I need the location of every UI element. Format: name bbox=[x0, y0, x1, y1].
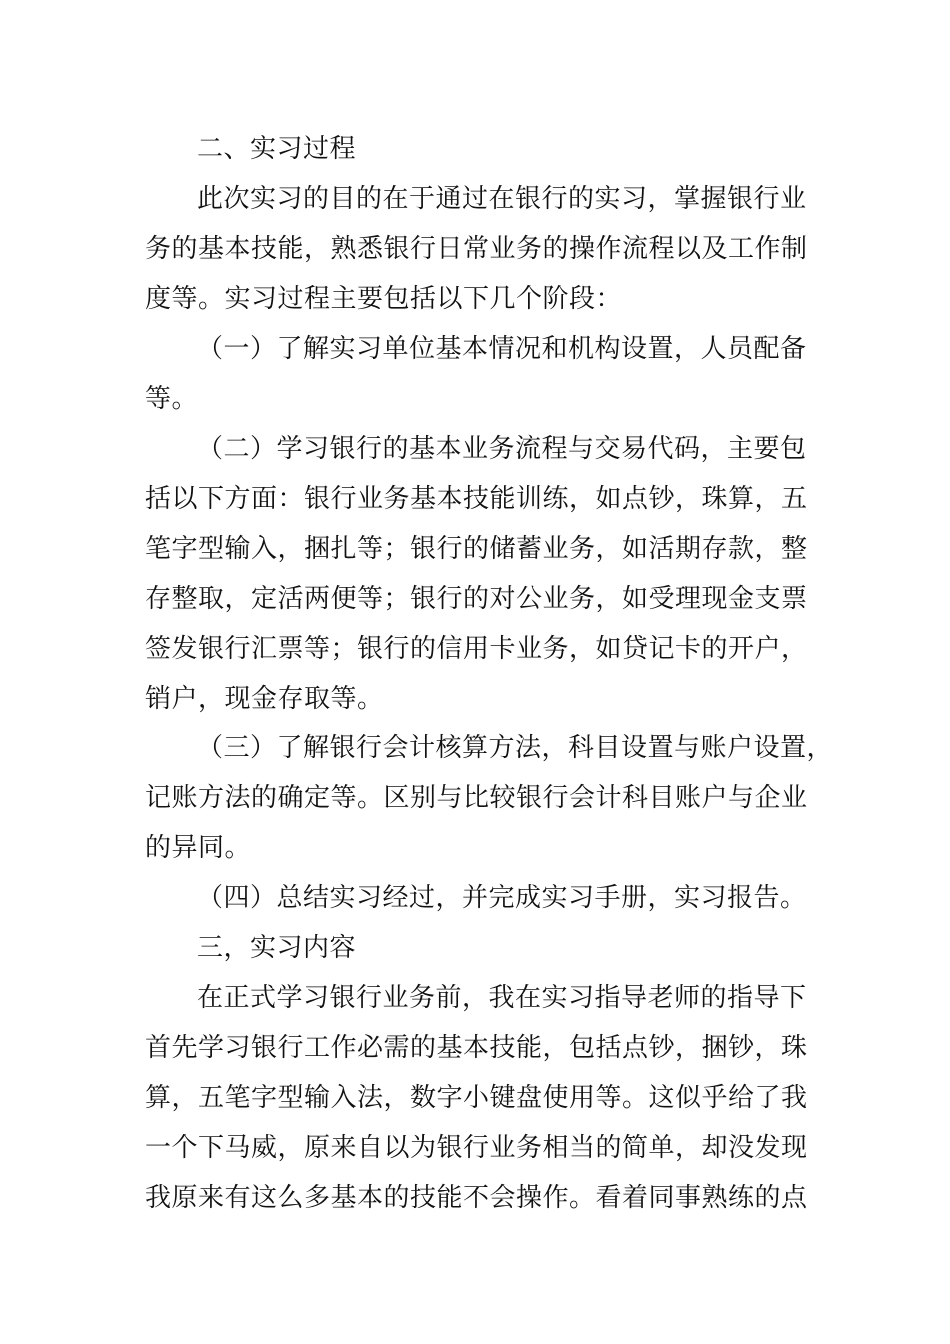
paragraph-line: 一个下马威，原来自以为银行业务相当的简单，却没发现 bbox=[145, 1133, 808, 1163]
list-item-4-line: （四）总结实习经过，并完成实习手册，实习报告。 bbox=[197, 883, 807, 913]
list-item-2-line: 括以下方面：银行业务基本技能训练，如点钞，珠算，五 bbox=[145, 484, 808, 514]
list-item-2-line: 笔字型输入，捆扎等；银行的储蓄业务，如活期存款，整 bbox=[145, 534, 808, 564]
list-item-3-line: 的异同。 bbox=[145, 833, 252, 863]
list-item-2-line: 存整取，定活两便等；银行的对公业务，如受理现金支票 bbox=[145, 584, 808, 614]
paragraph-line: 我原来有这么多基本的技能不会操作。看着同事熟练的点 bbox=[145, 1183, 808, 1213]
paragraph-line: 算，五笔字型输入法，数字小键盘使用等。这似乎给了我 bbox=[145, 1083, 808, 1113]
paragraph-line: 此次实习的目的在于通过在银行的实习，掌握银行业 bbox=[197, 184, 807, 214]
list-item-1-line: （一）了解实习单位基本情况和机构设置，人员配备 bbox=[197, 334, 807, 364]
list-item-2-line: （二）学习银行的基本业务流程与交易代码，主要包 bbox=[197, 434, 807, 464]
list-item-1-line: 等。 bbox=[145, 384, 199, 414]
list-item-3-line: 记账方法的确定等。区别与比较银行会计科目账户与企业 bbox=[145, 783, 808, 813]
list-item-2-line: 销户，现金存取等。 bbox=[145, 684, 384, 714]
list-item-2-line: 签发银行汇票等；银行的信用卡业务，如贷记卡的开户， bbox=[145, 634, 808, 664]
section-heading-internship-content: 三，实习内容 bbox=[197, 933, 357, 963]
section-heading-internship-process: 二、实习过程 bbox=[197, 134, 357, 164]
list-item-3-line: （三）了解银行会计核算方法，科目设置与账户设置， bbox=[197, 733, 834, 763]
paragraph-line: 度等。实习过程主要包括以下几个阶段： bbox=[145, 284, 623, 314]
paragraph-line: 务的基本技能，熟悉银行日常业务的操作流程以及工作制 bbox=[145, 234, 808, 264]
paragraph-line: 在正式学习银行业务前，我在实习指导老师的指导下 bbox=[197, 983, 807, 1013]
paragraph-line: 首先学习银行工作必需的基本技能，包括点钞，捆钞，珠 bbox=[145, 1033, 808, 1063]
